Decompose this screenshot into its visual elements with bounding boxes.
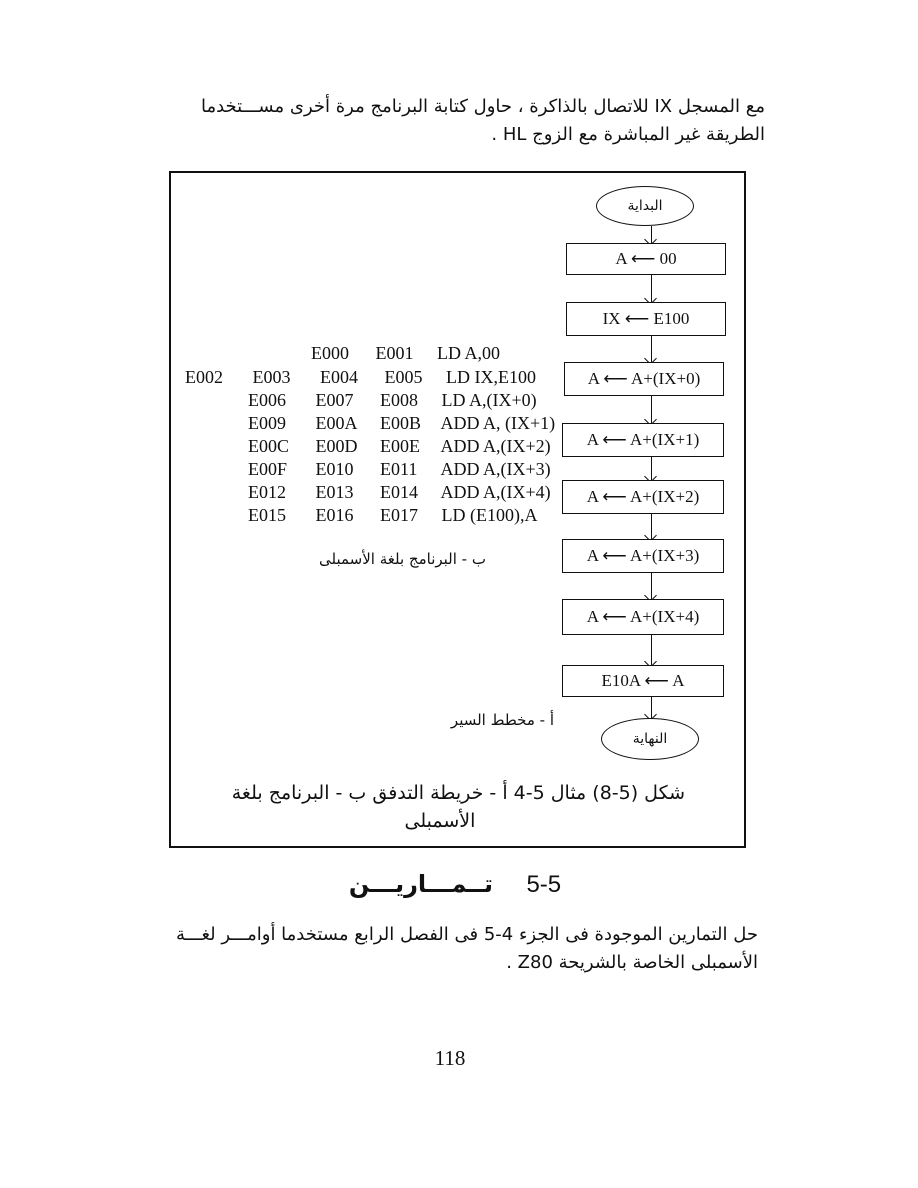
intro-line-2: الطريقة غير المباشرة مع الزوج HL . (491, 124, 765, 145)
flow-arrow (651, 226, 652, 243)
code-line: E015 E016 E017 LD (E100),A (248, 505, 538, 525)
exercise-line-2: الأسمبلى الخاصة بالشريحة Z80 . (506, 952, 758, 973)
code-line: E002 E003 E004 E005 LD IX,E100 (185, 367, 536, 387)
figure-caption-line-1: شكل (5-8) مثال 5-4 أ - خريطة التدفق ب - البرنامج بلغة (231, 782, 685, 804)
page-number: 118 (434, 1046, 466, 1070)
code-line: E00C E00D E00E ADD A,(IX+2) (248, 436, 551, 456)
flow-step: A ⟵ A+(IX+1) (562, 423, 724, 457)
code-line: E000 E001 LD A,00 (311, 343, 500, 363)
flow-step: A ⟵ A+(IX+4) (562, 599, 724, 635)
figure-caption-line-2: الأسمبلى (404, 810, 476, 832)
flow-arrow (651, 336, 652, 362)
start-terminal: البداية (596, 186, 694, 226)
flow-step: IX ⟵ E100 (566, 302, 726, 336)
flow-arrow (651, 573, 652, 599)
flow-arrow (651, 635, 652, 665)
flow-arrow (651, 514, 652, 539)
figure-frame (169, 171, 746, 848)
code-line: E009 E00A E00B ADD A, (IX+1) (248, 413, 556, 433)
flow-step: A ⟵ 00 (566, 243, 726, 275)
flow-step: A ⟵ A+(IX+2) (562, 480, 724, 514)
intro-line-1: مع المسجل IX للاتصال بالذاكرة ، حاول كتابة البرنامج مرة أخرى مســـتخدما (200, 96, 765, 117)
exercise-line-1: حل التمارين الموجودة فى الجزء 4-5 فى الفصل الرابع مستخدما أوامـــر لغـــة (176, 924, 758, 945)
section-number: 5-5 (526, 871, 562, 898)
flow-step: A ⟵ A+(IX+0) (564, 362, 724, 396)
end-terminal: النهاية (601, 718, 699, 760)
flow-arrow (651, 275, 652, 302)
label-assembly-program: ب - البرنامج بلغة الأسمبلى (319, 550, 486, 568)
code-line: E006 E007 E008 LD A,(IX+0) (248, 390, 537, 410)
label-flowchart: أ - مخطط السير (450, 711, 554, 729)
section-heading (340, 870, 570, 899)
flow-arrow (651, 697, 652, 718)
flow-arrow (651, 457, 652, 480)
code-line: E00F E010 E011 ADD A,(IX+3) (248, 459, 551, 479)
section-title: تــمـــاريـــن (348, 870, 494, 898)
flow-step: A ⟵ A+(IX+3) (562, 539, 724, 573)
flow-arrow (651, 396, 652, 423)
flow-step: E10A ⟵ A (562, 665, 724, 697)
code-line: E012 E013 E014 ADD A,(IX+4) (248, 482, 551, 502)
